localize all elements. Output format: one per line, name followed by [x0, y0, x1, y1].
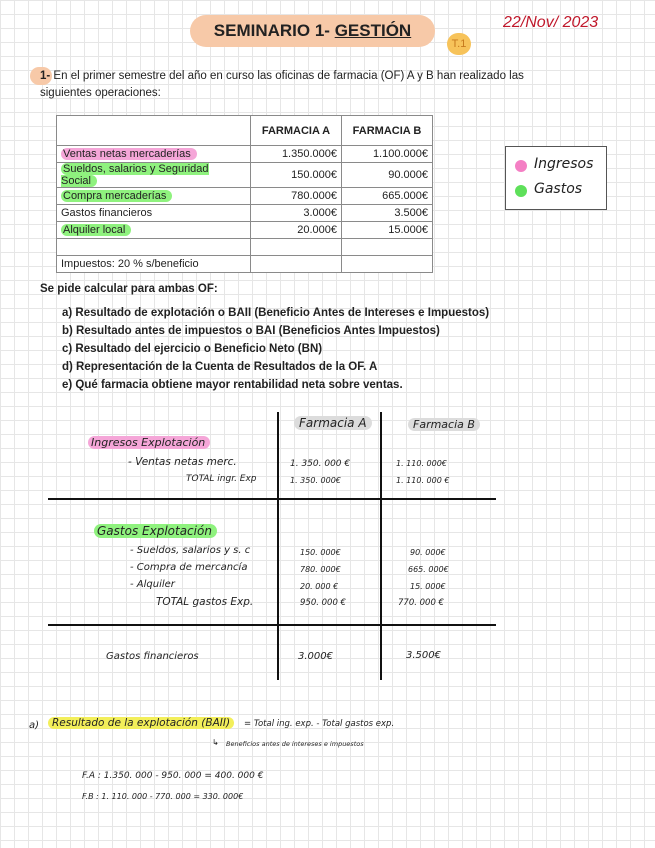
value-a: 20.000€ — [251, 222, 342, 239]
row-label — [57, 163, 251, 188]
tasks-intro: Se pide calcular para ambas OF: — [40, 283, 218, 295]
alquiler-value-a: 20. 000 € — [300, 582, 339, 591]
table-header-farmacia-b: FARMACIA B — [342, 116, 433, 146]
task-item: b) Resultado antes de impuestos o BAI (Beneficios Antes Impuestos) — [62, 325, 440, 337]
value-b: 15.000€ — [342, 222, 433, 239]
row-label — [57, 146, 251, 163]
table-row — [57, 146, 433, 163]
intro-text: En el primer semestre del año en curso las oficinas de farmacia (OF) A y B han realizado las siguientes operaciones: — [40, 70, 524, 99]
answer-title: Resultado de la explotación (BAII) — [48, 717, 234, 729]
question-number: 1- — [40, 70, 51, 82]
sueldos-value-a: 150. 000€ — [300, 548, 341, 557]
value-b: 90.000€ — [342, 163, 433, 188]
compra-value-a: 780. 000€ — [300, 565, 341, 574]
highlighted-label: Alquiler local — [61, 224, 131, 236]
column-head-farmacia-b: Farmacia B — [408, 418, 480, 431]
table-row — [57, 239, 433, 256]
title-underlined: GESTIÓN — [334, 21, 412, 40]
gastos-dot-icon — [515, 185, 527, 197]
column-head-farmacia-a: Farmacia A — [294, 416, 372, 430]
total-ingresos-label: TOTAL ingr. Exp — [186, 474, 257, 484]
table-header-row — [57, 116, 433, 146]
value-a — [251, 239, 342, 256]
legend-label-gastos: Gastos — [534, 181, 583, 197]
table-row — [57, 256, 433, 273]
task-item: d) Representación de la Cuenta de Resultados de la OF. A — [62, 361, 378, 373]
highlighted-label: Ventas netas mercaderías — [61, 148, 197, 160]
gastos-financieros-label: Gastos financieros — [106, 651, 199, 662]
horizontal-divider-2 — [48, 624, 496, 626]
value-a: 1.350.000€ — [251, 146, 342, 163]
ventas-label: - Ventas netas merc. — [128, 456, 237, 468]
answer-prefix: a) — [29, 720, 40, 731]
task-item: e) Qué farmacia obtiene mayor rentabilidad neta sobre ventas. — [62, 379, 403, 391]
color-legend — [505, 146, 607, 210]
gastos-financieros-value-a: 3.000€ — [298, 651, 333, 662]
total-gastos-value-b: 770. 000 € — [398, 598, 444, 608]
gastos-financieros-value-b: 3.500€ — [406, 650, 441, 661]
table-header-farmacia-a: FARMACIA A — [251, 116, 342, 146]
sueldos-label: - Sueldos, salarios y s. c — [130, 545, 251, 556]
topic-tag: T.1 — [447, 33, 471, 55]
value-a: 3.000€ — [251, 205, 342, 222]
alquiler-label: - Alquiler — [130, 579, 175, 590]
legend-label-ingresos: Ingresos — [534, 156, 594, 172]
row-label — [57, 222, 251, 239]
vertical-divider-1 — [277, 412, 279, 680]
task-item: a) Resultado de explotación o BAII (Beneficio Antes de Intereses e Impuestos) — [62, 307, 490, 319]
operations-table — [56, 115, 433, 273]
row-label — [57, 239, 251, 256]
row-label: Gastos financieros — [57, 205, 251, 222]
ventas-value-a: 1. 350. 000 € — [290, 459, 351, 469]
row-label — [57, 188, 251, 205]
table-row — [57, 163, 433, 188]
highlighted-label: Compra mercaderías — [61, 190, 172, 202]
value-b: 1.100.000€ — [342, 146, 433, 163]
intro-paragraph — [40, 68, 560, 102]
gastos-title: Gastos Explotación — [94, 524, 217, 538]
vertical-divider-2 — [380, 412, 382, 680]
value-b: 665.000€ — [342, 188, 433, 205]
task-item: c) Resultado del ejercicio o Beneficio Neto (BN) — [62, 343, 323, 355]
table-row — [57, 188, 433, 205]
value-a — [251, 256, 342, 273]
date-text: 22/Nov/ 2023 — [503, 14, 599, 31]
total-ingresos-value-a: 1. 350. 000€ — [290, 476, 341, 485]
table-row — [57, 205, 433, 222]
calc-farmacia-a: F.A : 1.350. 000 - 950. 000 = 400. 000 € — [82, 771, 264, 781]
total-gastos-label: TOTAL gastos Exp. — [156, 596, 254, 608]
calc-farmacia-b: F.B : 1. 110. 000 - 770. 000 = 330. 000€ — [82, 792, 244, 801]
alquiler-value-b: 15. 000€ — [410, 582, 446, 591]
value-b: 3.500€ — [342, 205, 433, 222]
highlighted-label: Sueldos, salarios y Seguridad Social — [61, 163, 209, 187]
value-a: 150.000€ — [251, 163, 342, 188]
value-a: 780.000€ — [251, 188, 342, 205]
value-b — [342, 239, 433, 256]
compra-label: - Compra de mercancía — [130, 562, 248, 573]
answer-subnote: Beneficios antes de intereses e impuestos — [226, 740, 364, 748]
value-b — [342, 256, 433, 273]
answer-formula: = Total ing. exp. - Total gastos exp. — [244, 719, 395, 729]
ingresos-title: Ingresos Explotación — [88, 436, 210, 449]
total-ingresos-value-b: 1. 110. 000 € — [396, 476, 450, 485]
table-header-empty — [57, 116, 251, 146]
sueldos-value-b: 90. 000€ — [410, 548, 446, 557]
horizontal-divider-1 — [48, 498, 496, 500]
compra-value-b: 665. 000€ — [408, 565, 449, 574]
arrow-icon: ↳ — [212, 738, 219, 747]
ventas-value-b: 1. 110. 000€ — [396, 459, 447, 468]
row-label: Impuestos: 20 % s/beneficio — [57, 256, 251, 273]
ingresos-dot-icon — [515, 160, 527, 172]
total-gastos-value-a: 950. 000 € — [300, 598, 346, 608]
table-row — [57, 222, 433, 239]
page-title: SEMINARIO 1- GESTIÓN — [213, 21, 412, 40]
